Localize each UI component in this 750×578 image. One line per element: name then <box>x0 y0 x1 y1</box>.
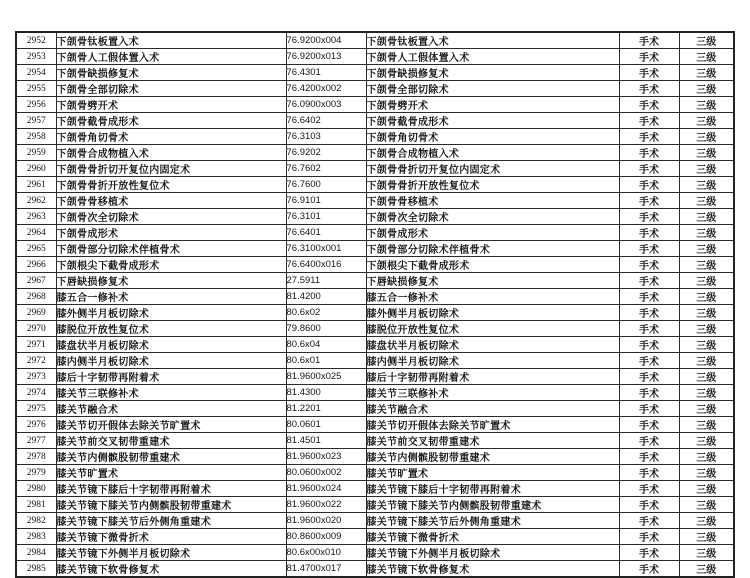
seq-cell: 2960 <box>16 161 56 177</box>
category-cell: 手术 <box>619 417 679 433</box>
seq-cell: 2958 <box>16 129 56 145</box>
table-row <box>16 561 734 578</box>
table-row <box>16 513 734 529</box>
procedure-name-repeat-cell: 膝关节镜下膝关节内侧髌股韧带重建术 <box>366 497 619 513</box>
procedure-name-repeat-cell: 下颌根尖下截骨成形术 <box>366 257 619 273</box>
procedure-name-repeat-cell: 膝关节旷置术 <box>366 465 619 481</box>
procedure-name-repeat-cell: 膝脱位开放性复位术 <box>366 321 619 337</box>
table-row <box>16 32 734 49</box>
category-cell: 手术 <box>619 529 679 545</box>
table-row <box>16 369 734 385</box>
level-cell: 三级 <box>679 177 734 193</box>
procedure-code-cell: 80.0601 <box>286 417 366 433</box>
procedure-name-cell: 下颌骨缺损修复术 <box>56 65 286 81</box>
procedure-name-cell: 膝关节镜下软骨修复术 <box>56 561 286 578</box>
level-cell: 三级 <box>679 369 734 385</box>
procedure-name-cell: 膝脱位开放性复位术 <box>56 321 286 337</box>
category-cell: 手术 <box>619 497 679 513</box>
table-row <box>16 129 734 145</box>
seq-cell: 2961 <box>16 177 56 193</box>
procedure-name-cell: 膝后十字韧带再附着术 <box>56 369 286 385</box>
level-cell: 三级 <box>679 129 734 145</box>
table-row <box>16 449 734 465</box>
procedure-name-repeat-cell: 下颌骨截骨成形术 <box>366 113 619 129</box>
procedure-code-cell: 80.6x01 <box>286 353 366 369</box>
seq-cell: 2980 <box>16 481 56 497</box>
procedure-name-cell: 下颌根尖下截骨成形术 <box>56 257 286 273</box>
procedure-name-repeat-cell: 下颌骨成形术 <box>366 225 619 241</box>
level-cell: 三级 <box>679 241 734 257</box>
category-cell: 手术 <box>619 193 679 209</box>
seq-cell: 2977 <box>16 433 56 449</box>
category-cell: 手术 <box>619 513 679 529</box>
procedure-name-repeat-cell: 下颌骨合成物植入术 <box>366 145 619 161</box>
category-cell: 手术 <box>619 65 679 81</box>
procedure-name-cell: 下颌骨骨移植术 <box>56 193 286 209</box>
procedure-code-cell: 81.9600x025 <box>286 369 366 385</box>
category-cell: 手术 <box>619 465 679 481</box>
seq-cell: 2971 <box>16 337 56 353</box>
procedure-code-cell: 76.3103 <box>286 129 366 145</box>
procedure-name-repeat-cell: 膝关节镜下膝关节后外侧角重建术 <box>366 513 619 529</box>
procedure-name-cell: 下颌骨全部切除术 <box>56 81 286 97</box>
level-cell: 三级 <box>679 113 734 129</box>
seq-cell: 2957 <box>16 113 56 129</box>
procedure-code-cell: 76.9200x013 <box>286 49 366 65</box>
table-row <box>16 401 734 417</box>
level-cell: 三级 <box>679 433 734 449</box>
category-cell: 手术 <box>619 257 679 273</box>
seq-cell: 2970 <box>16 321 56 337</box>
procedure-code-cell: 80.0600x002 <box>286 465 366 481</box>
procedure-name-cell: 膝关节前交叉韧带重建术 <box>56 433 286 449</box>
table-row <box>16 209 734 225</box>
procedure-code-cell: 76.9101 <box>286 193 366 209</box>
procedure-name-cell: 下颌骨截骨成形术 <box>56 113 286 129</box>
table-row <box>16 433 734 449</box>
procedure-name-cell: 下颌骨角切骨术 <box>56 129 286 145</box>
table-row <box>16 193 734 209</box>
procedure-table <box>15 31 735 578</box>
table-row <box>16 385 734 401</box>
category-cell: 手术 <box>619 545 679 561</box>
procedure-code-cell: 81.4501 <box>286 433 366 449</box>
procedure-name-repeat-cell: 膝外侧半月板切除术 <box>366 305 619 321</box>
procedure-name-cell: 下颌骨成形术 <box>56 225 286 241</box>
level-cell: 三级 <box>679 209 734 225</box>
procedure-name-repeat-cell: 下颌骨骨移植术 <box>366 193 619 209</box>
category-cell: 手术 <box>619 385 679 401</box>
category-cell: 手术 <box>619 273 679 289</box>
table-row <box>16 161 734 177</box>
table-row <box>16 81 734 97</box>
procedure-code-cell: 76.9202 <box>286 145 366 161</box>
procedure-code-cell: 80.8600x009 <box>286 529 366 545</box>
procedure-code-cell: 27.5911 <box>286 273 366 289</box>
category-cell: 手术 <box>619 49 679 65</box>
procedure-name-repeat-cell: 膝内侧半月板切除术 <box>366 353 619 369</box>
procedure-code-cell: 76.9200x004 <box>286 32 366 49</box>
procedure-name-repeat-cell: 下颌骨角切骨术 <box>366 129 619 145</box>
procedure-code-cell: 81.4300 <box>286 385 366 401</box>
seq-cell: 2979 <box>16 465 56 481</box>
procedure-name-repeat-cell: 膝关节镜下膝后十字韧带再附着术 <box>366 481 619 497</box>
procedure-code-cell: 79.8600 <box>286 321 366 337</box>
table-row <box>16 417 734 433</box>
category-cell: 手术 <box>619 561 679 578</box>
procedure-name-repeat-cell: 下颌骨钛板置入术 <box>366 32 619 49</box>
procedure-code-cell: 76.6400x016 <box>286 257 366 273</box>
procedure-name-cell: 膝关节镜下外侧半月板切除术 <box>56 545 286 561</box>
procedure-name-cell: 膝五合一修补术 <box>56 289 286 305</box>
procedure-name-repeat-cell: 下颌骨骨折开放性复位术 <box>366 177 619 193</box>
seq-cell: 2965 <box>16 241 56 257</box>
seq-cell: 2982 <box>16 513 56 529</box>
procedure-code-cell: 81.2201 <box>286 401 366 417</box>
procedure-code-cell: 81.9600x020 <box>286 513 366 529</box>
level-cell: 三级 <box>679 289 734 305</box>
procedure-name-cell: 膝关节镜下膝关节后外侧角重建术 <box>56 513 286 529</box>
category-cell: 手术 <box>619 401 679 417</box>
procedure-name-cell: 膝关节镜下微骨折术 <box>56 529 286 545</box>
table-row <box>16 113 734 129</box>
category-cell: 手术 <box>619 369 679 385</box>
procedure-name-cell: 下颌骨次全切除术 <box>56 209 286 225</box>
category-cell: 手术 <box>619 177 679 193</box>
level-cell: 三级 <box>679 561 734 578</box>
procedure-name-repeat-cell: 下颌骨次全切除术 <box>366 209 619 225</box>
procedure-name-repeat-cell: 膝关节镜下微骨折术 <box>366 529 619 545</box>
table-row <box>16 529 734 545</box>
procedure-name-repeat-cell: 膝关节镜下软骨修复术 <box>366 561 619 578</box>
category-cell: 手术 <box>619 161 679 177</box>
procedure-name-cell: 膝外侧半月板切除术 <box>56 305 286 321</box>
category-cell: 手术 <box>619 145 679 161</box>
procedure-name-cell: 下颌骨合成物植入术 <box>56 145 286 161</box>
procedure-name-repeat-cell: 下颌骨人工假体置入术 <box>366 49 619 65</box>
procedure-name-cell: 膝关节镜下膝后十字韧带再附着术 <box>56 481 286 497</box>
procedure-code-cell: 81.9600x024 <box>286 481 366 497</box>
seq-cell: 2981 <box>16 497 56 513</box>
procedure-code-cell: 76.4301 <box>286 65 366 81</box>
table-row <box>16 465 734 481</box>
level-cell: 三级 <box>679 321 734 337</box>
procedure-table-body <box>16 32 734 577</box>
seq-cell: 2964 <box>16 225 56 241</box>
level-cell: 三级 <box>679 465 734 481</box>
procedure-code-cell: 76.0900x003 <box>286 97 366 113</box>
procedure-name-cell: 下唇缺损修复术 <box>56 273 286 289</box>
level-cell: 三级 <box>679 81 734 97</box>
level-cell: 三级 <box>679 497 734 513</box>
table-row <box>16 145 734 161</box>
level-cell: 三级 <box>679 257 734 273</box>
category-cell: 手术 <box>619 337 679 353</box>
procedure-name-repeat-cell: 膝五合一修补术 <box>366 289 619 305</box>
seq-cell: 2968 <box>16 289 56 305</box>
procedure-name-repeat-cell: 下颌骨全部切除术 <box>366 81 619 97</box>
table-row <box>16 481 734 497</box>
seq-cell: 2985 <box>16 561 56 578</box>
procedure-name-repeat-cell: 下颌骨缺损修复术 <box>366 65 619 81</box>
procedure-name-repeat-cell: 膝关节前交叉韧带重建术 <box>366 433 619 449</box>
seq-cell: 2952 <box>16 32 56 49</box>
seq-cell: 2962 <box>16 193 56 209</box>
seq-cell: 2967 <box>16 273 56 289</box>
procedure-code-cell: 76.3100x001 <box>286 241 366 257</box>
category-cell: 手术 <box>619 97 679 113</box>
procedure-name-cell: 下颌骨骨折开放性复位术 <box>56 177 286 193</box>
procedure-name-cell: 膝关节旷置术 <box>56 465 286 481</box>
level-cell: 三级 <box>679 353 734 369</box>
level-cell: 三级 <box>679 385 734 401</box>
seq-cell: 2973 <box>16 369 56 385</box>
table-row <box>16 321 734 337</box>
category-cell: 手术 <box>619 129 679 145</box>
level-cell: 三级 <box>679 545 734 561</box>
level-cell: 三级 <box>679 529 734 545</box>
table-row <box>16 353 734 369</box>
procedure-name-repeat-cell: 下颌骨部分切除术伴植骨术 <box>366 241 619 257</box>
level-cell: 三级 <box>679 417 734 433</box>
seq-cell: 2969 <box>16 305 56 321</box>
procedure-name-repeat-cell: 下唇缺损修复术 <box>366 273 619 289</box>
level-cell: 三级 <box>679 401 734 417</box>
procedure-code-cell: 76.4200x002 <box>286 81 366 97</box>
category-cell: 手术 <box>619 32 679 49</box>
seq-cell: 2984 <box>16 545 56 561</box>
level-cell: 三级 <box>679 97 734 113</box>
procedure-code-cell: 76.7602 <box>286 161 366 177</box>
procedure-name-repeat-cell: 膝关节镜下外侧半月板切除术 <box>366 545 619 561</box>
table-row <box>16 97 734 113</box>
level-cell: 三级 <box>679 225 734 241</box>
seq-cell: 2975 <box>16 401 56 417</box>
table-row <box>16 497 734 513</box>
procedure-name-cell: 下颌骨人工假体置入术 <box>56 49 286 65</box>
procedure-code-cell: 80.6x04 <box>286 337 366 353</box>
seq-cell: 2978 <box>16 449 56 465</box>
category-cell: 手术 <box>619 225 679 241</box>
seq-cell: 2959 <box>16 145 56 161</box>
procedure-name-cell: 膝盘状半月板切除术 <box>56 337 286 353</box>
seq-cell: 2976 <box>16 417 56 433</box>
seq-cell: 2972 <box>16 353 56 369</box>
procedure-name-repeat-cell: 下颌骨骨折切开复位内固定术 <box>366 161 619 177</box>
procedure-name-cell: 膝关节三联修补术 <box>56 385 286 401</box>
category-cell: 手术 <box>619 113 679 129</box>
category-cell: 手术 <box>619 481 679 497</box>
table-row <box>16 177 734 193</box>
category-cell: 手术 <box>619 81 679 97</box>
table-row <box>16 545 734 561</box>
category-cell: 手术 <box>619 209 679 225</box>
table-row <box>16 257 734 273</box>
procedure-code-cell: 80.6x00x010 <box>286 545 366 561</box>
procedure-code-cell: 76.3101 <box>286 209 366 225</box>
procedure-name-repeat-cell: 膝盘状半月板切除术 <box>366 337 619 353</box>
seq-cell: 2953 <box>16 49 56 65</box>
procedure-name-cell: 下颌骨劈开术 <box>56 97 286 113</box>
table-row <box>16 289 734 305</box>
procedure-name-repeat-cell: 膝关节切开假体去除关节旷置术 <box>366 417 619 433</box>
procedure-name-cell: 膝关节融合术 <box>56 401 286 417</box>
category-cell: 手术 <box>619 353 679 369</box>
procedure-name-cell: 膝关节内侧髌股韧带重建术 <box>56 449 286 465</box>
category-cell: 手术 <box>619 289 679 305</box>
procedure-code-cell: 81.4700x017 <box>286 561 366 578</box>
category-cell: 手术 <box>619 433 679 449</box>
seq-cell: 2974 <box>16 385 56 401</box>
table-row <box>16 225 734 241</box>
seq-cell: 2954 <box>16 65 56 81</box>
level-cell: 三级 <box>679 161 734 177</box>
procedure-code-cell: 81.4200 <box>286 289 366 305</box>
level-cell: 三级 <box>679 449 734 465</box>
table-row <box>16 337 734 353</box>
category-cell: 手术 <box>619 241 679 257</box>
level-cell: 三级 <box>679 65 734 81</box>
procedure-code-cell: 80.6x02 <box>286 305 366 321</box>
level-cell: 三级 <box>679 32 734 49</box>
category-cell: 手术 <box>619 449 679 465</box>
table-row <box>16 273 734 289</box>
level-cell: 三级 <box>679 273 734 289</box>
category-cell: 手术 <box>619 305 679 321</box>
procedure-name-repeat-cell: 膝关节融合术 <box>366 401 619 417</box>
procedure-name-cell: 膝关节镜下膝关节内侧髌股韧带重建术 <box>56 497 286 513</box>
category-cell: 手术 <box>619 321 679 337</box>
seq-cell: 2955 <box>16 81 56 97</box>
procedure-name-repeat-cell: 下颌骨劈开术 <box>366 97 619 113</box>
table-row <box>16 241 734 257</box>
procedure-name-cell: 膝内侧半月板切除术 <box>56 353 286 369</box>
procedure-name-cell: 下颌骨钛板置入术 <box>56 32 286 49</box>
procedure-name-cell: 下颌骨部分切除术伴植骨术 <box>56 241 286 257</box>
procedure-name-cell: 膝关节切开假体去除关节旷置术 <box>56 417 286 433</box>
procedure-code-cell: 76.7600 <box>286 177 366 193</box>
level-cell: 三级 <box>679 145 734 161</box>
procedure-code-cell: 81.9600x023 <box>286 449 366 465</box>
seq-cell: 2963 <box>16 209 56 225</box>
level-cell: 三级 <box>679 49 734 65</box>
level-cell: 三级 <box>679 481 734 497</box>
procedure-code-cell: 81.9600x022 <box>286 497 366 513</box>
level-cell: 三级 <box>679 513 734 529</box>
level-cell: 三级 <box>679 193 734 209</box>
seq-cell: 2956 <box>16 97 56 113</box>
procedure-name-repeat-cell: 膝关节三联修补术 <box>366 385 619 401</box>
seq-cell: 2966 <box>16 257 56 273</box>
procedure-code-cell: 76.6401 <box>286 225 366 241</box>
procedure-name-repeat-cell: 膝关节内侧髌股韧带重建术 <box>366 449 619 465</box>
level-cell: 三级 <box>679 305 734 321</box>
level-cell: 三级 <box>679 337 734 353</box>
table-row <box>16 305 734 321</box>
seq-cell: 2983 <box>16 529 56 545</box>
procedure-name-repeat-cell: 膝后十字韧带再附着术 <box>366 369 619 385</box>
table-row <box>16 49 734 65</box>
procedure-name-cell: 下颌骨骨折切开复位内固定术 <box>56 161 286 177</box>
table-row <box>16 65 734 81</box>
procedure-code-cell: 76.6402 <box>286 113 366 129</box>
